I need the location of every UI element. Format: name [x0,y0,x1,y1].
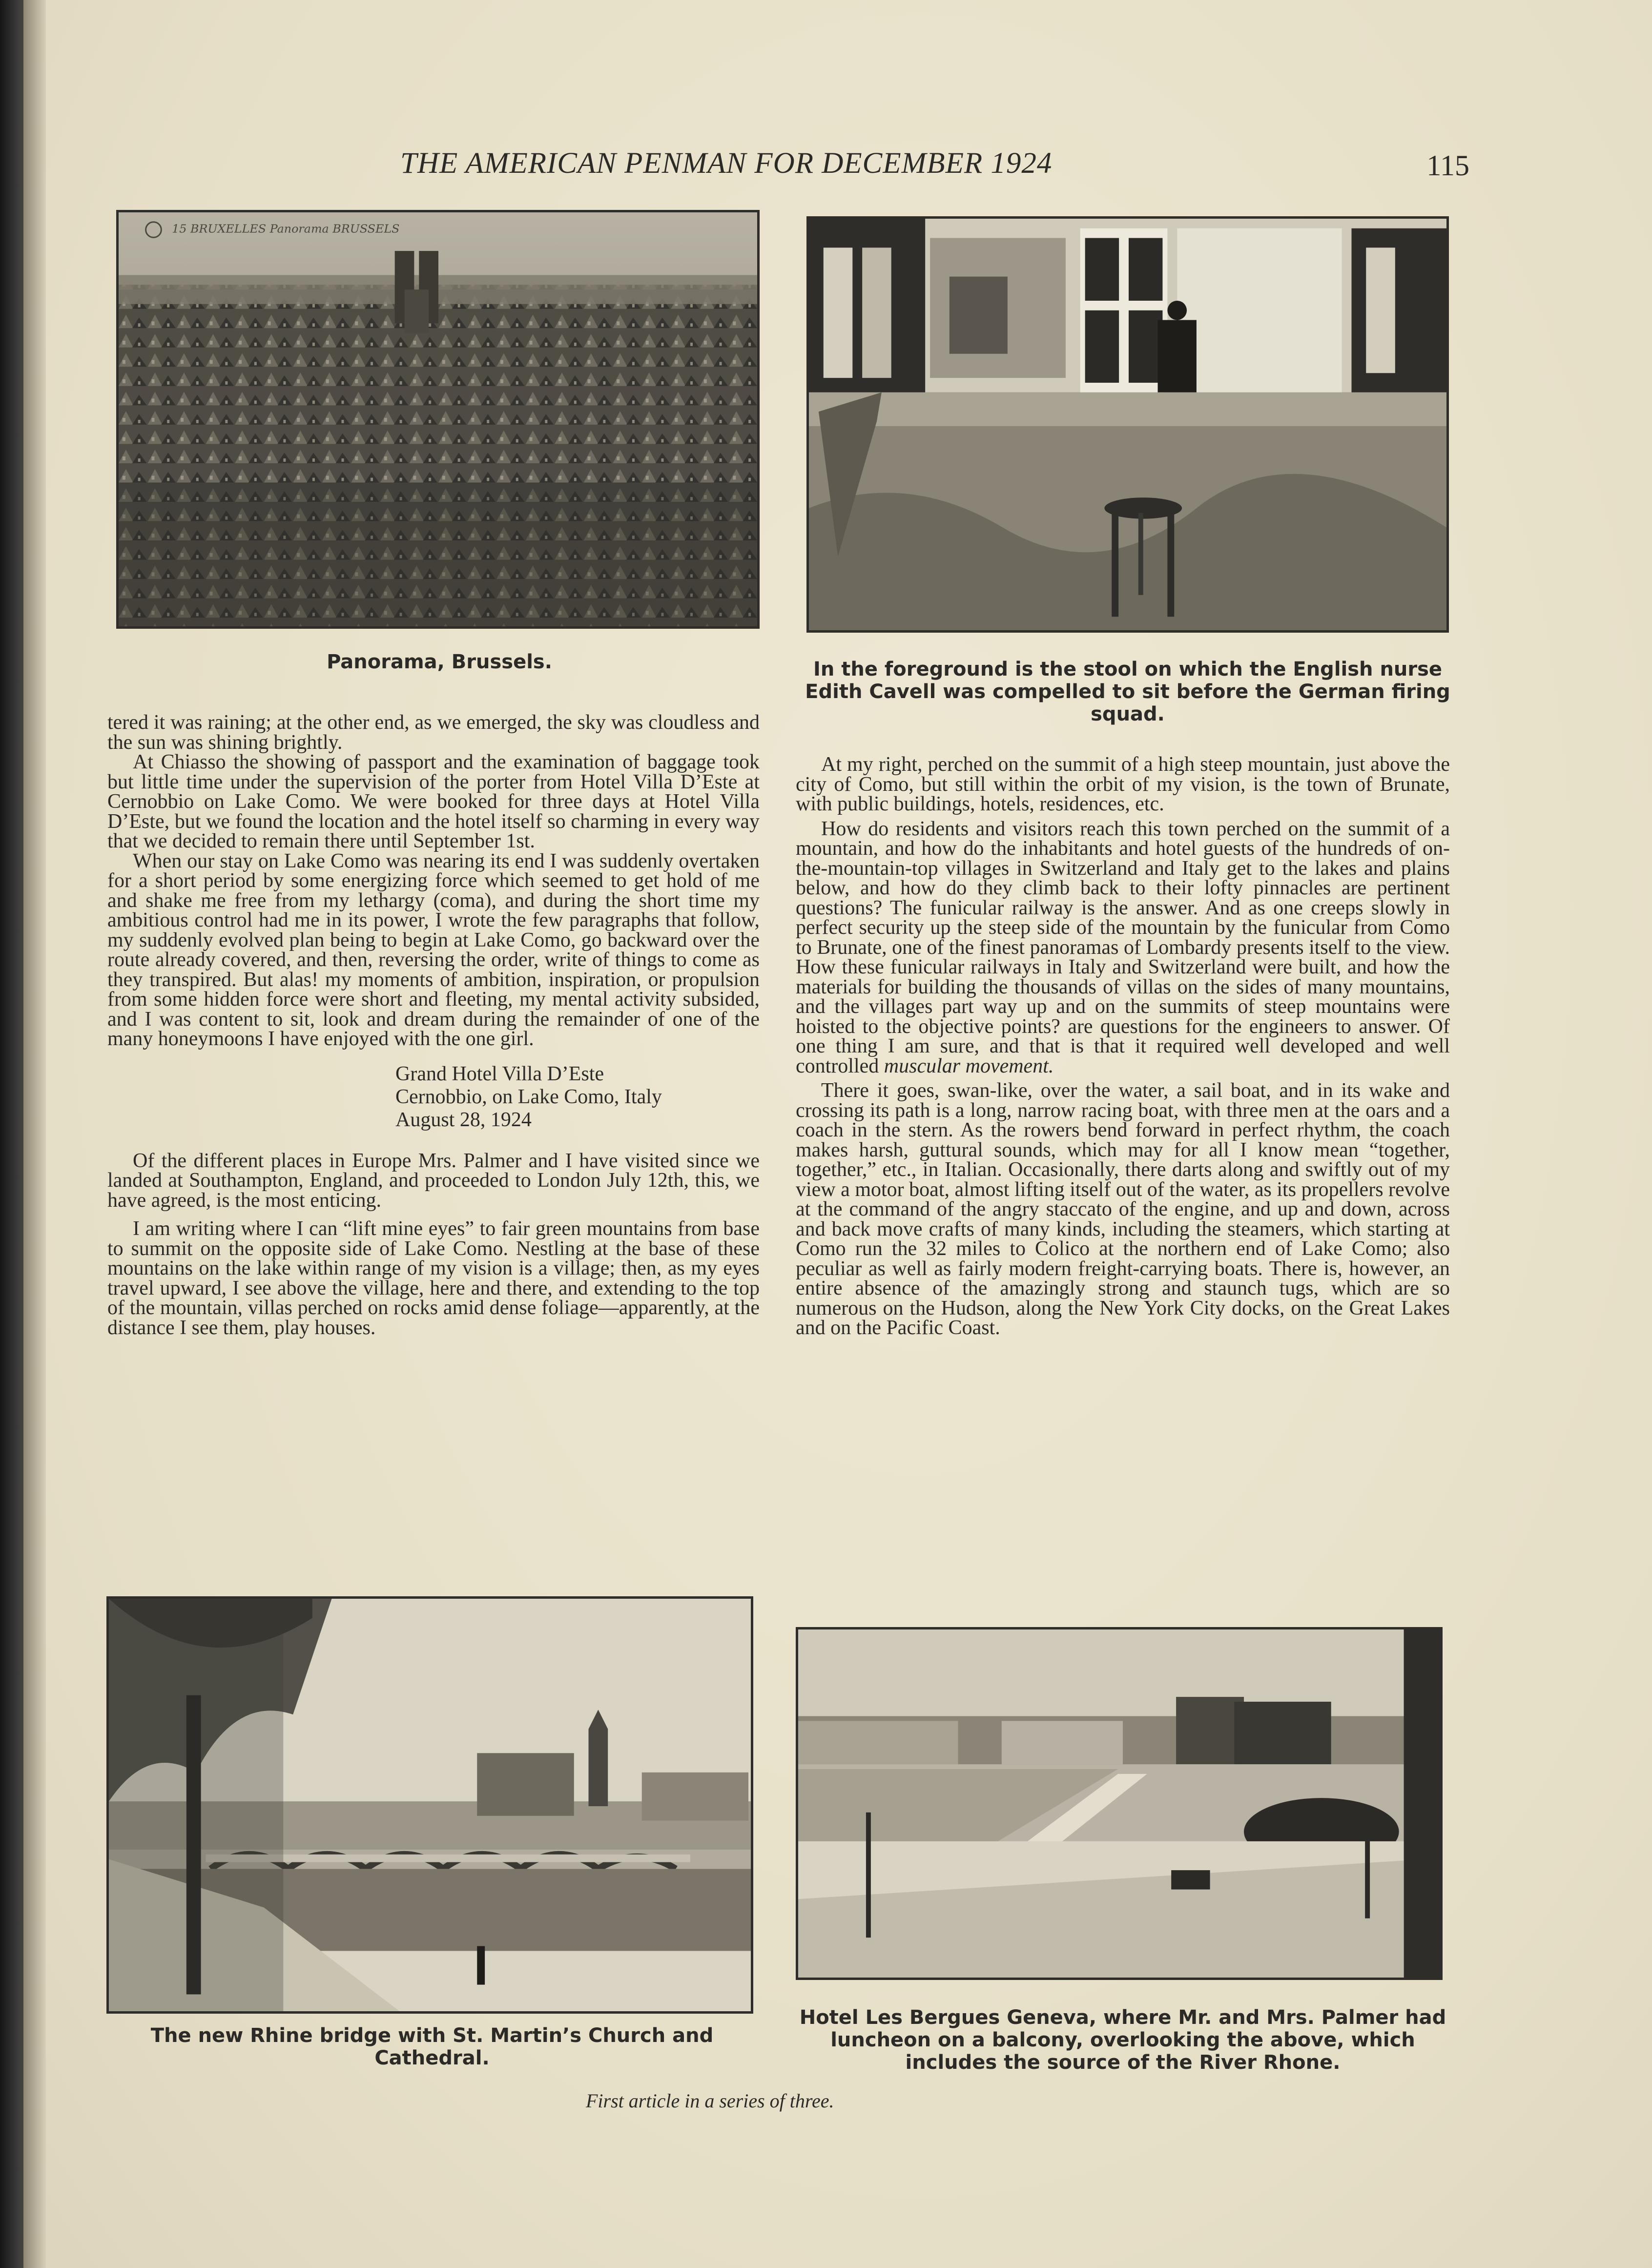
page-number: 115 [1426,149,1469,182]
cavell-stool-photo [806,216,1449,633]
brussels-panorama-photo [116,210,760,629]
right-article-column [796,755,1450,1338]
paragraph: At Chiasso the showing of passport and the examination of baggage took but little time under the supervision of the porter from Hotel Villa D’Este at Cernobbio on Lake Como. We were booked for three days at Hotel Villa D’Este, but we found the location and the hotel itself so charming in every way that we decided to remain there until September 1st. [107,751,760,852]
running-title: THE AMERICAN PENMAN FOR DECEMBER 1924 [400,147,1053,180]
paragraph: At my right, perched on the summit of a high steep mountain, just above the city of Como, but still within the orbit of my vision, is the town of Brunate, with public buildings, hotels, residences, etc. [796,753,1450,815]
paragraph: When our stay on Lake Como was nearing its end I was suddenly overtaken for a short period by some energizing force which seemed to get hold of me and shake me free from my lethargy (coma), and during the short time my ambitious control had me in its power, I wrote the few paragraphs that follow, my suddenly evolved plan being to begin at Lake Como, go backward over the route already covered, and then, reversing the order, write of things to come as they transpired. But alas! my moments of ambition, inspiration, or propulsion from some hidden force were short and fleeting, my mental activity subsided, and I was content to sit, look and dream during the remainder of one of the many honeymoons I have enjoyed with the one girl. [107,849,760,1050]
left-article-column [107,713,760,1338]
rhine-bridge-photo [106,1596,753,2014]
paragraph: I am writing where I can “lift mine eyes” to fair green mountains from base to summit on the opposite side of Lake Como. Nestling at the base of these mountains on the lake within range of my vision is a village; then, as my eyes travel upward, I see above the village, here and there, and extending to the top of the mountain, villas perched on rocks amid dense foliage—apparently, at the distance I see them, play houses. [107,1217,760,1339]
dateline-place: Cernobbio, on Lake Como, Italy [395,1085,662,1108]
series-footnote: First article in a series of three. [586,2090,834,2112]
cavell-caption: In the foreground is the stool on which the English nurse Edith Cavell was compelled to sit before the German firing squad. [805,658,1450,725]
dateline-block [107,1063,760,1132]
paragraph: There it goes, swan-like, over the water, a sail boat, and in its wake and crossing its path is a long, narrow racing boat, with three men at the oars and a coach in the stern. As the rowers bend forward in perfect rhythm, the coach makes harsh, guttural sounds, which may for all I know mean “together, together,” etc., in Italian. Occasionally, there darts along and swiftly out of my view a motor boat, almost lifting itself out of the water, as its propellers revolve at the command of the angry staccato of the engine, and up and down, across and back move crafts of many kinds, including the steamers, which starting at Como run the 32 miles to Colico at the northern end of Lake Como; also peculiar as well as fairly modern freight-carrying boats. There is, however, an entire absence of the amazingly strong and staunch tugs, which are so numerous on the Hudson, along the New York City docks, on the Great Lakes and on the Pacific Coast. [796,1079,1450,1339]
geneva-caption: Hotel Les Bergues Geneva, where Mr. and Mrs. Palmer had luncheon on a balcony, overlooking the above, which includes the source of the River Rhone. [799,2006,1446,2074]
paragraph-text: How do residents and visitors reach this town perched on the summit of a mountain, and how do the inhabitants and hotel guests of the hundreds of on-the-mountain-top villages in Switzerland and Italy get to the lakes and plains below, and how do they climb back to their lofty pinnacles are pertinent questions? The funicular railway is the answer. And as one creeps slowly in perfect security up the steep side of the mountain by the funicular from Como to Brunate, one of the finest panoramas of Lombardy presents itself to the view. How these funicular railways in Italy and Switzerland were built, and how the materials for building the thousands of villas on the sides of many mountains, and the villages part way up and on the summits of steep mountains were hoisted to the objective points? are questions for the engineers to answer. Of one thing I am sure, and that is that it required well developed and well controlled [796,817,1450,1077]
dateline-hotel: Grand Hotel Villa D’Este [395,1062,604,1085]
brussels-caption: Panorama, Brussels. [327,651,552,673]
paragraph [796,819,1450,1076]
dateline-date: August 28, 1924 [395,1108,532,1131]
emphasized-phrase: muscular movement. [884,1054,1054,1077]
page-gutter-shadow [23,0,46,2268]
photo-inscription: 15 BRUXELLES Panorama BRUSSELS [172,222,400,236]
paragraph: tered it was raining; at the other end, as we emerged, the sky was cloudless and the sun was shining brightly. [107,711,760,754]
geneva-hotel-photo [796,1627,1443,1980]
paragraph: Of the different places in Europe Mrs. Palmer and I have visited since we landed at Southampton, England, and proceeded to London July 12th, this, we have agreed, is the most enticing. [107,1149,760,1212]
rhine-caption: The new Rhine bridge with St. Martin’s Church and Cathedral. [150,2024,714,2069]
